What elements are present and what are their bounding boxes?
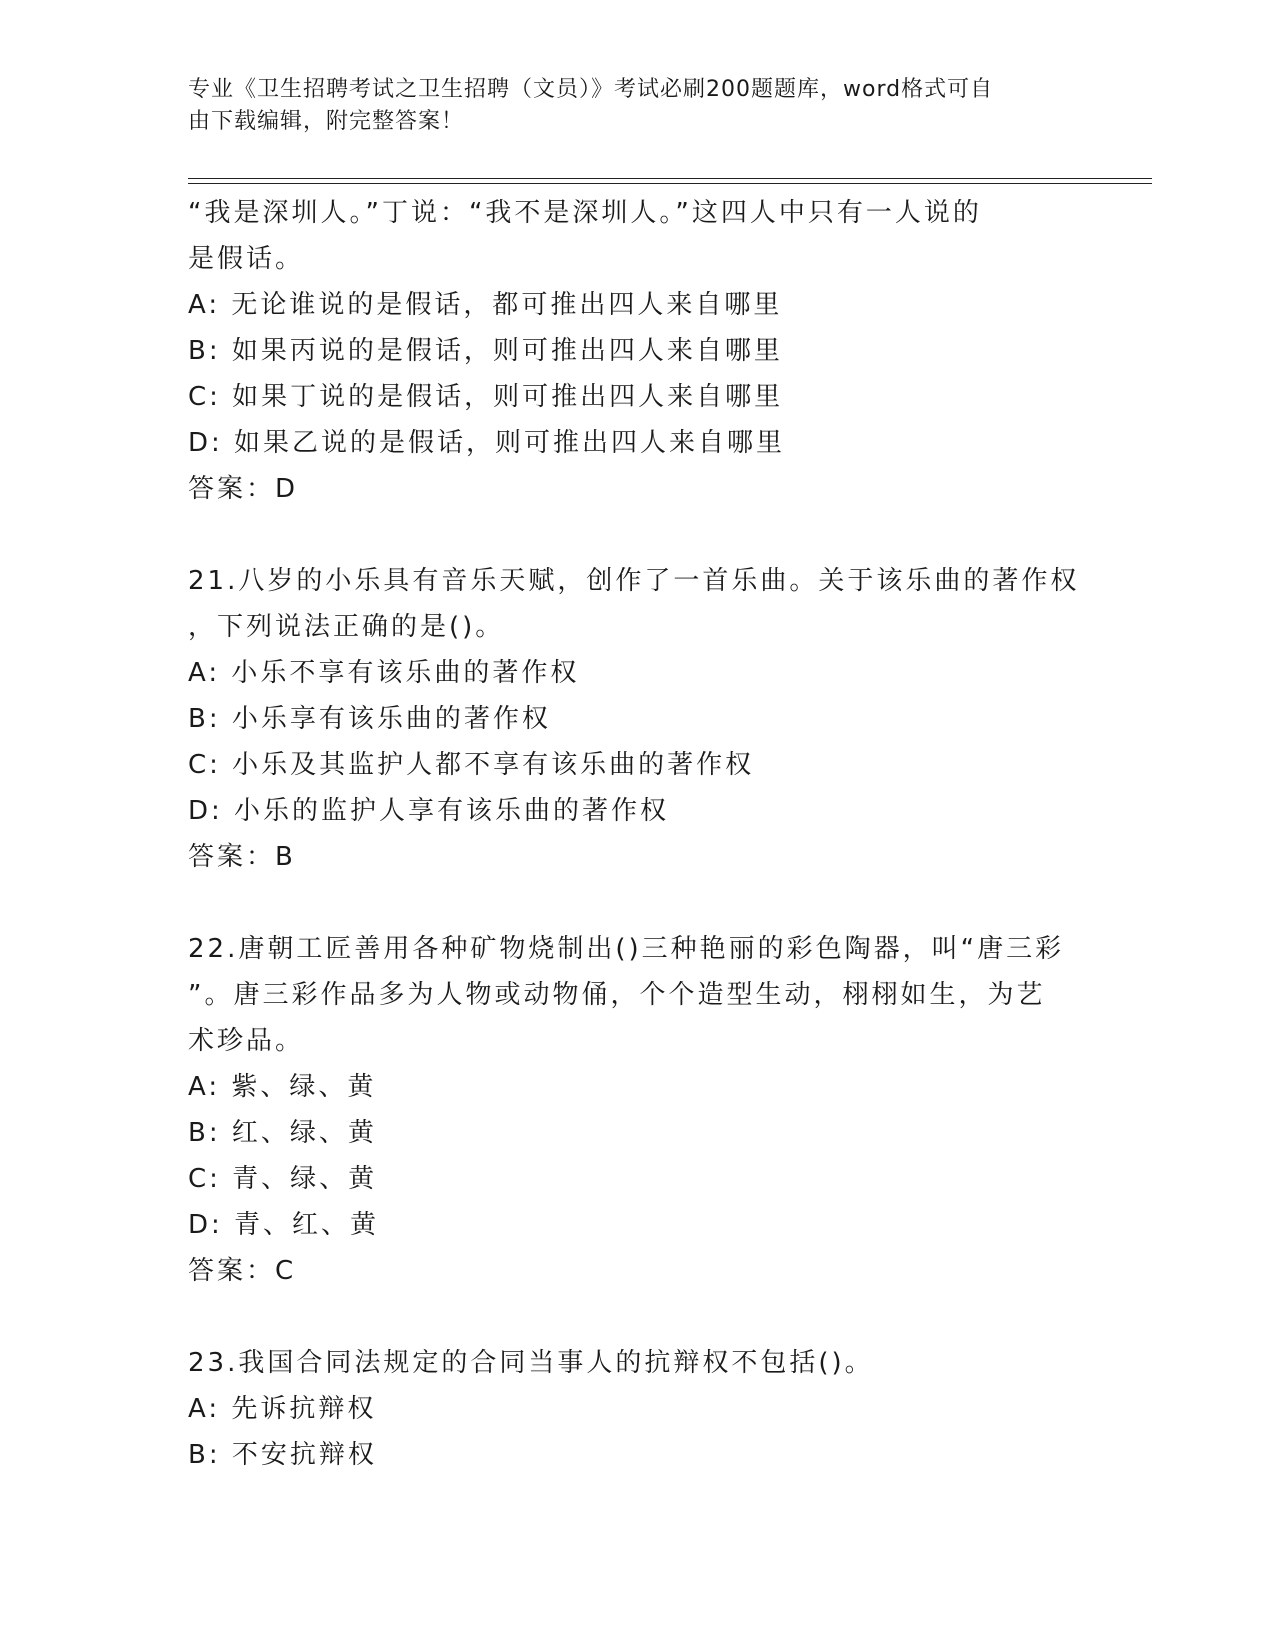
- question-22: [188, 926, 1088, 1294]
- question-text-line: ，下列说法正确的是()。: [188, 612, 505, 642]
- answer-line: 答案：D: [188, 474, 299, 504]
- question-21: [188, 558, 1088, 880]
- question-text-line: 21.八岁的小乐具有音乐天赋，创作了一首乐曲。关于该乐曲的著作权: [188, 566, 1080, 596]
- question-continued: [188, 190, 1088, 512]
- option-c: C: 小乐及其监护人都不享有该乐曲的著作权: [188, 750, 755, 780]
- question-text-line: ”。唐三彩作品多为人物或动物俑，个个造型生动，栩栩如生，为艺: [188, 980, 1046, 1010]
- option-b: B: 如果丙说的是假话，则可推出四人来自哪里: [188, 336, 783, 366]
- question-text-line: 是假话。: [188, 244, 305, 274]
- answer-line: 答案：C: [188, 1256, 297, 1286]
- document-body: [188, 190, 1088, 1478]
- option-c: C: 如果丁说的是假话，则可推出四人来自哪里: [188, 382, 784, 412]
- option-b: B: 不安抗辩权: [188, 1440, 377, 1470]
- question-text-line: 22.唐朝工匠善用各种矿物烧制出()三种艳丽的彩色陶器，叫“唐三彩: [188, 934, 1065, 964]
- header-divider-top: [188, 178, 1152, 179]
- option-d: D: 小乐的监护人享有该乐曲的著作权: [188, 796, 670, 826]
- question-text-line: “我是深圳人。”丁说：“我不是深圳人。”这四人中只有一人说的: [188, 198, 982, 228]
- question-text-line: 术珍品。: [188, 1026, 305, 1056]
- header-divider-bottom: [188, 183, 1152, 184]
- question-text-line: 23.我国合同法规定的合同当事人的抗辩权不包括()。: [188, 1348, 874, 1378]
- option-a: A: 先诉抗辩权: [188, 1394, 377, 1424]
- question-23: [188, 1340, 1088, 1478]
- option-a: A: 小乐不享有该乐曲的著作权: [188, 658, 580, 688]
- option-b: B: 小乐享有该乐曲的著作权: [188, 704, 551, 734]
- option-a: A: 紫、绿、黄: [188, 1072, 377, 1102]
- option-d: D: 青、红、黄: [188, 1210, 380, 1240]
- header-line-1: 专业《卫生招聘考试之卫生招聘（文员）》考试必刷200题题库，word格式可自: [188, 77, 994, 102]
- header-line-2: 由下载编辑，附完整答案！: [188, 109, 465, 134]
- option-b: B: 红、绿、黄: [188, 1118, 377, 1148]
- answer-line: 答案：B: [188, 842, 296, 872]
- option-c: C: 青、绿、黄: [188, 1164, 378, 1194]
- option-d: D: 如果乙说的是假话，则可推出四人来自哪里: [188, 428, 786, 458]
- document-header: [188, 74, 1088, 138]
- option-a: A: 无论谁说的是假话，都可推出四人来自哪里: [188, 290, 783, 320]
